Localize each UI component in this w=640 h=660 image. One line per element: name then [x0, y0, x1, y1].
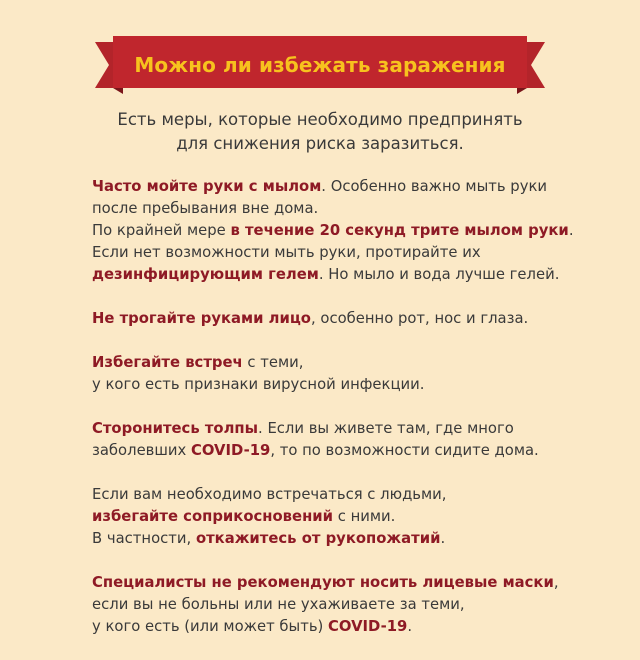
advice-line: [92, 352, 612, 374]
highlighted-text: откажитесь от рукопожатий: [195, 530, 441, 547]
advice-paragraph: [92, 308, 612, 330]
intro-line-1: Есть меры, которые необходимо предпринять: [117, 110, 523, 129]
highlighted-text: Специалисты не рекомендуют носить лицевые маски: [92, 574, 554, 591]
intro-line-2: для снижения риска заразиться.: [176, 134, 464, 153]
body-text: с ними.: [333, 508, 396, 525]
advice-line: [92, 506, 612, 528]
body-text: Если нет возможности мыть руки, протирайте их: [92, 244, 481, 261]
advice-paragraph: [92, 418, 612, 462]
advice-line: [92, 528, 612, 550]
body-text: . Но мыло и вода лучше гелей.: [318, 266, 560, 283]
advice-line: [92, 572, 612, 594]
highlighted-text: Избегайте встреч: [92, 354, 243, 371]
body-text: с теми,: [242, 354, 304, 371]
advice-line: [92, 264, 612, 286]
advice-paragraph: [92, 572, 612, 638]
body-text: ,: [553, 574, 559, 591]
body-text: .: [568, 222, 574, 239]
advice-line: [92, 440, 612, 462]
advice-paragraph: [92, 176, 612, 286]
body-text: Если вам необходимо встречаться с людьми,: [92, 486, 447, 503]
body-text: В частности,: [92, 530, 196, 547]
highlighted-text: в течение 20 секунд трите мылом руки: [230, 222, 569, 239]
body-text: .: [407, 618, 413, 635]
body-text: у кого есть признаки вирусной инфекции.: [92, 376, 425, 393]
highlighted-text: дезинфицирующим гелем: [92, 266, 319, 283]
body-text: . Особенно важно мыть руки: [321, 178, 548, 195]
highlighted-text: Не трогайте руками лицо: [92, 310, 311, 327]
body-text: если вы не больны или не ухаживаете за теми,: [92, 596, 465, 613]
body-text: .: [440, 530, 446, 547]
highlighted-text: Часто мойте руки с мылом: [92, 178, 322, 195]
body-text: после пребывания вне дома.: [92, 200, 319, 217]
body-text: . Если вы живете там, где много: [258, 420, 514, 437]
advice-line: [92, 176, 612, 198]
body-text: заболевших: [92, 442, 192, 459]
advice-line: [92, 220, 612, 242]
highlighted-text: COVID-19: [328, 618, 408, 635]
highlighted-text: COVID-19: [191, 442, 271, 459]
advice-paragraph: [92, 352, 612, 396]
intro-text: [0, 108, 640, 156]
body-text: , то по возможности сидите дома.: [270, 442, 539, 459]
advice-line: [92, 242, 612, 264]
highlighted-text: Сторонитесь толпы: [92, 420, 259, 437]
body-text: По крайней мере: [92, 222, 231, 239]
page-title: Можно ли избежать заражения: [134, 53, 506, 77]
body-text: у кого есть (или может быть): [92, 618, 329, 635]
advice-list: [92, 176, 612, 660]
advice-paragraph: [92, 484, 612, 550]
advice-line: [92, 308, 612, 330]
highlighted-text: избегайте соприкосновений: [92, 508, 334, 525]
title-banner: [95, 34, 545, 92]
body-text: , особенно рот, нос и глаза.: [310, 310, 529, 327]
advice-line: [92, 484, 612, 506]
advice-line: [92, 594, 612, 616]
advice-line: [92, 374, 612, 396]
advice-line: [92, 198, 612, 220]
advice-line: [92, 616, 612, 638]
advice-line: [92, 418, 612, 440]
